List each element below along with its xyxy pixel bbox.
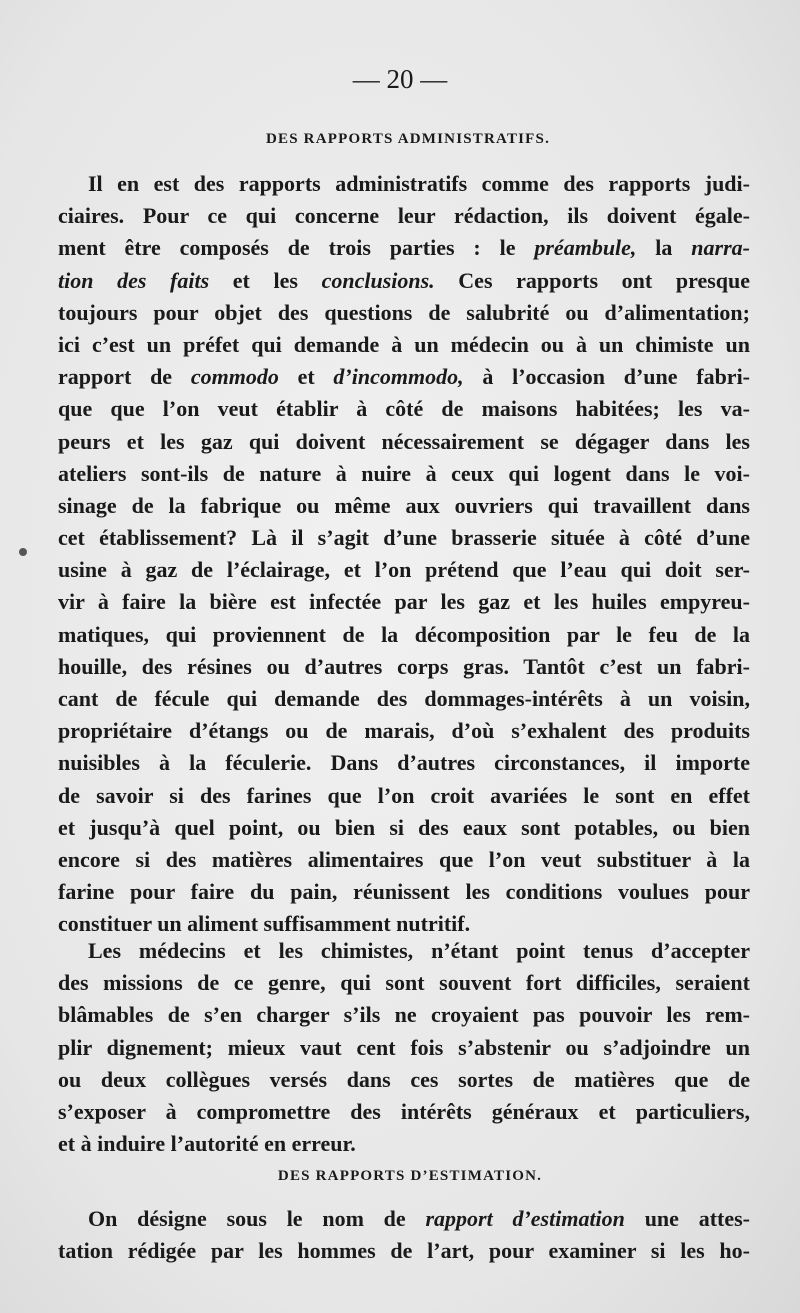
text-segment: cet établissement? Là il s’agit d’une brasserie située à côté d’une: [58, 525, 750, 551]
text-line: [58, 361, 750, 393]
text-segment: des missions de ce genre, qui sont souvent fort difficiles, seraient: [58, 970, 750, 996]
text-segment: ou deux collègues versés dans ces sortes de matières que de: [58, 1066, 750, 1092]
text-segment: blâmables de s’en charger s’ils ne croyaient pas pouvoir les rem-: [58, 1002, 750, 1028]
text-segment: plir dignement; mieux vaut cent fois s’abstenir ou s’adjoindre un: [58, 1034, 750, 1060]
text-line: [58, 747, 750, 779]
section-heading-estimation: DES RAPPORTS D’ESTIMATION.: [277, 1168, 543, 1184]
text-segment: et: [278, 364, 334, 390]
text-segment: On désigne sous le nom de: [88, 1206, 426, 1231]
text-line: [58, 490, 750, 522]
italic-text: tion des faits: [58, 267, 210, 293]
text-line: [58, 1032, 750, 1064]
text-line: [58, 586, 750, 618]
italic-text: conclusions.: [321, 267, 435, 293]
text-line: [58, 876, 750, 908]
text-line: [58, 393, 750, 425]
paragraph-medecins: [58, 935, 750, 1160]
text-segment: usine à gaz de l’éclairage, et l’on prétend que l’eau qui doit ser-: [58, 557, 750, 583]
text-line: [58, 554, 750, 586]
text-segment: propriétaire d’étangs ou de marais, d’où s’exhalent des produits: [58, 718, 750, 744]
text-line: [58, 844, 750, 876]
page-number: — 20 —: [352, 64, 448, 94]
text-segment: ici c’est un préfet qui demande à un médecin ou à un chimiste un: [58, 331, 750, 357]
italic-text: d’incommodo,: [333, 364, 464, 390]
text-line: [58, 812, 750, 844]
text-segment: vir à faire la bière est infectée par les gaz et les huiles empyreu-: [58, 589, 750, 615]
text-segment: et jusqu’à quel point, ou bien si des eaux sont potables, ou bien: [58, 814, 750, 840]
text-segment: ment être composés de trois parties : le: [58, 235, 535, 261]
paragraph-estimation: [58, 1203, 750, 1267]
text-line: [58, 967, 750, 999]
text-segment: constituer un aliment suffisamment nutritif.: [58, 911, 471, 937]
text-line: [58, 619, 750, 651]
text-segment: sinage de la fabrique ou même aux ouvriers qui travaillent dans: [58, 492, 750, 518]
text-segment: ateliers sont-ils de nature à nuire à ceux qui logent dans le voi-: [58, 460, 750, 486]
text-segment: peurs et les gaz qui doivent nécessairement se dégager dans les: [58, 428, 750, 454]
text-segment: ciaires. Pour ce qui concerne leur rédaction, ils doivent égale-: [58, 203, 750, 229]
text-line: [58, 458, 750, 490]
text-line: [58, 683, 750, 715]
section-heading-administratifs: DES RAPPORTS ADMINISTRATIFS.: [265, 131, 551, 147]
italic-text: rapport d’estimation: [425, 1206, 625, 1231]
text-segment: rapport de: [58, 364, 191, 390]
text-line: [58, 232, 750, 264]
text-line: [58, 780, 750, 812]
text-segment: de savoir si des farines que l’on croit avariées le sont en effet: [58, 782, 750, 808]
text-line: [58, 1064, 750, 1096]
text-line: [58, 522, 750, 554]
text-segment: farine pour faire du pain, réunissent les conditions voulues pour: [58, 879, 750, 905]
text-line: [58, 265, 750, 297]
text-line: [58, 999, 750, 1031]
italic-text: narra-: [691, 235, 750, 261]
text-segment: encore si des matières alimentaires que l’on veut substituer à la: [58, 846, 750, 872]
text-line: [58, 329, 750, 361]
text-segment: une attes-: [624, 1206, 751, 1231]
text-segment: toujours pour objet des questions de salubrité ou d’alimentation;: [58, 299, 750, 325]
text-segment: Il en est des rapports administratifs comme des rapports judi-: [88, 171, 750, 196]
text-line: [58, 651, 750, 683]
paragraph-administratifs: [58, 168, 750, 941]
text-segment: matiques, qui proviennent de la décomposition par le feu de la: [58, 621, 750, 647]
italic-text: préambule,: [534, 235, 637, 261]
text-segment: Ces rapports ont presque: [434, 267, 751, 293]
text-line: [58, 426, 750, 458]
text-segment: et à induire l’autorité en erreur.: [58, 1131, 356, 1157]
italic-text: commodo: [190, 364, 279, 390]
text-line: [58, 715, 750, 747]
text-line: [58, 297, 750, 329]
text-line: [58, 1128, 750, 1160]
text-line: [58, 1203, 750, 1235]
text-segment: que que l’on veut établir à côté de maisons habitées; les va-: [58, 396, 750, 422]
text-segment: s’exposer à compromettre des intérêts généraux et particuliers,: [58, 1098, 750, 1124]
text-segment: houille, des résines ou d’autres corps gras. Tantôt c’est un fabri-: [58, 653, 750, 679]
text-segment: à l’occasion d’une fabri-: [463, 364, 751, 390]
text-line: [58, 168, 750, 200]
text-segment: cant de fécule qui demande des dommages-intérêts à un voisin,: [58, 686, 750, 711]
text-line: [58, 935, 750, 967]
text-line: [58, 1235, 750, 1267]
text-line: [58, 200, 750, 232]
text-segment: Les médecins et les chimistes, n’étant point tenus d’accepter: [88, 938, 750, 963]
text-segment: nuisibles à la féculerie. Dans d’autres circonstances, il importe: [58, 750, 750, 776]
text-segment: et les: [209, 267, 322, 293]
ink-spot: [19, 548, 27, 556]
text-segment: tation rédigée par les hommes de l’art, pour examiner si les ho-: [58, 1238, 750, 1264]
text-segment: la: [636, 235, 692, 261]
text-line: [58, 1096, 750, 1128]
